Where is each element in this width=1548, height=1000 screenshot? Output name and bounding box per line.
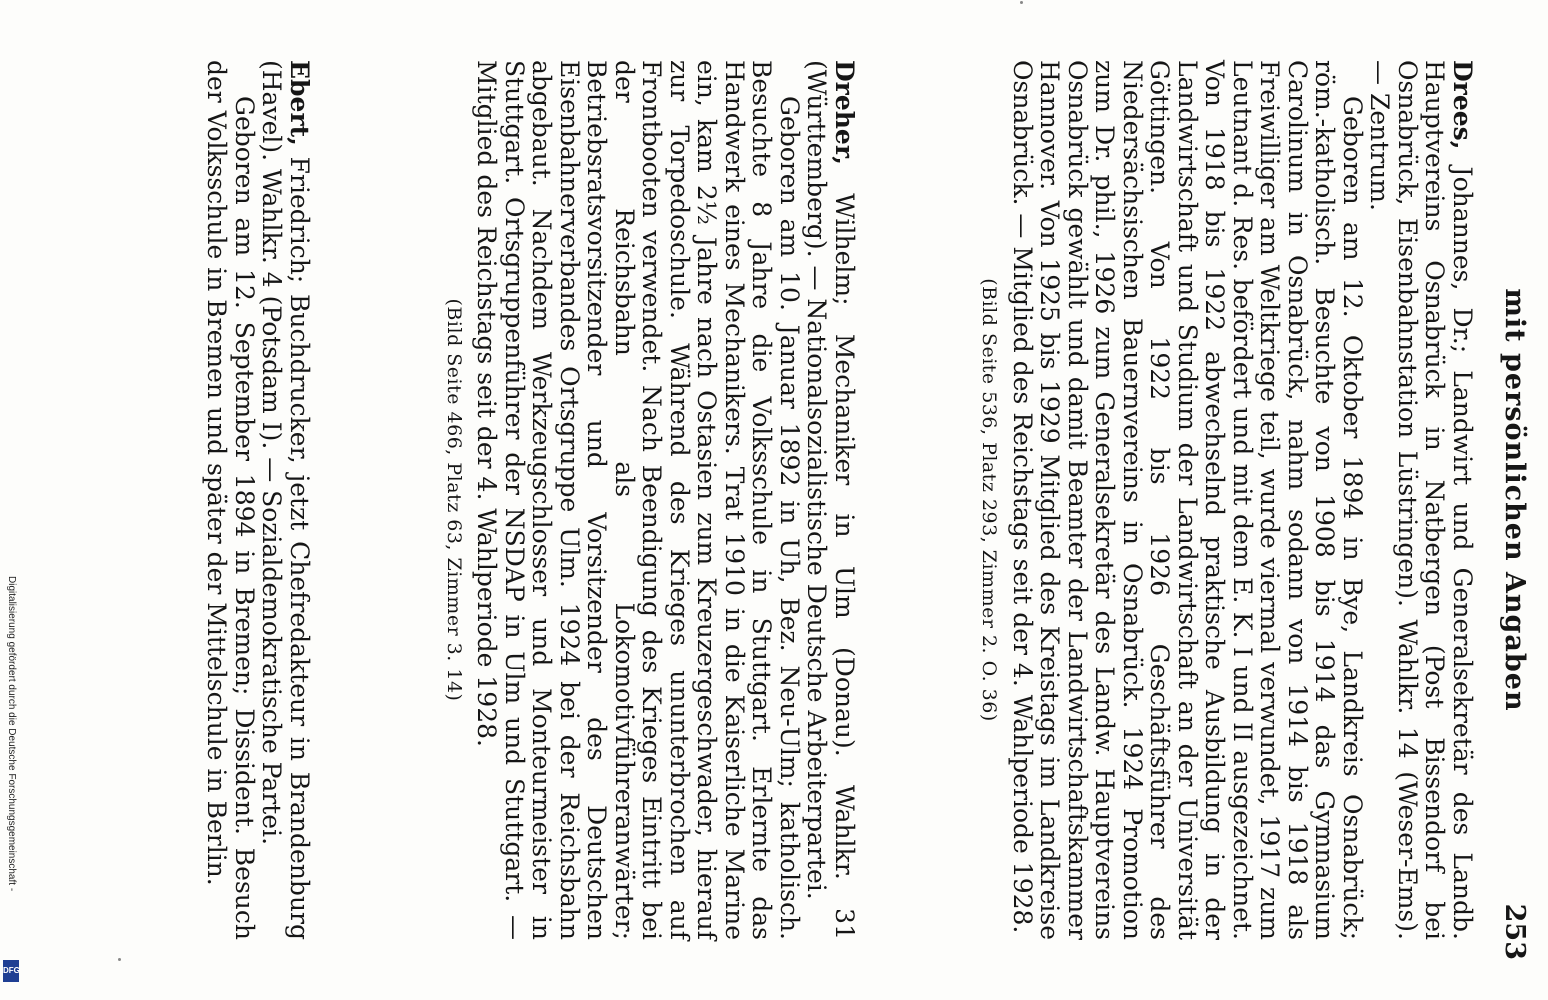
photo-reference: (Bild Seite 466, Platz 63, Zimmer 3. 14) (443, 298, 465, 702)
photo-reference: (Bild Seite 536, Platz 293, Zimmer 2. O. 36) (978, 278, 1001, 722)
scan-speck (118, 958, 121, 961)
entry-heading (258, 60, 313, 940)
entry-ebert (203, 60, 313, 940)
entry-heading (803, 60, 858, 940)
member-biography: Geboren am 12. Oktober 1894 in Bye, Landkreis Osnabrück; röm.-katholisch. Besuchte von 1908 bis 1914 das Gymnasium Carolinum in Osnabrück, nahm sodann von 1914 bis 1918 als Freiwilliger am Weltkriege teil, wurde viermal verwundet, 1917 zum Leutnant d. Res. befördert und mit dem E. K. I und II ausgezeichnet. Von 1918 bis 1922 abwechselnd praktische Ausbildung in der Landwirtschaft und Studium der Landwirtschaft an der Universität Göttingen. Von 1922 bis 1926 Geschäftsführer des Niedersächsischen Bauernvereins in Osnabrück. 1924 Promotion zum Dr. phil., 1926 zum Generalsekretär des Landw. Hauptvereins Osnabrück gewählt und damit Beamter der Landwirtschaftskammer Hannover. Von 1925 bis 1929 Mitglied des Kreistags im Landkreise Osnabrück. — Mitglied des Reichstags seit der 4. Wahlperiode 1928. (1008, 60, 1367, 940)
member-name: Dreher, (830, 60, 859, 165)
page-number: 253 (1499, 903, 1530, 960)
entry-dreher (440, 60, 859, 940)
member-name: Ebert, (285, 60, 314, 146)
member-summary: Johannes, Dr.; Landwirt und Generalsekretär des Landb. Hauptvereins Osnabrück in Natbergen (Post Bissendorf bei Osnabrück, Eisenbahnstation Lüstringen). Wahlkr. 14 (Weser-Ems). — Zentrum. (1365, 60, 1477, 940)
member-biography: Geboren am 10. Januar 1892 in Uh, Bez. Neu-Ulm; katholisch. Besuchte 8 Jahre die Volksschule in Stuttgart. Erlernte das Handwerk eines Mechanikers. Trat 1910 in die Kaiserliche Marine ein, kam 2½ Jahre nach Ostasien zum Kreuzergeschwader, hierauf zur Torpedoschule. Während des Krieges ununterbrochen auf Frontbooten verwendet. Nach Beendigung des Krieges Eintritt bei der Reichsbahn als Lokomotivführeranwärter; Betriebsratsvorsitzender und Vorsitzender des Deutschen Eisenbahnerverbandes Ortsgruppe Ulm. 1924 bei der Reichsbahn abgebaut. Nachdem Werkzeugschlosser und Monteurmeister in Stuttgart. Ortsgruppenführer der NSDAP in Ulm und Stuttgart. — Mitglied des Reichstags seit der 4. Wahlperiode 1928. (472, 60, 804, 940)
digitization-footer (0, 576, 24, 992)
running-title: mit persönlichen Angaben (1499, 288, 1530, 712)
entry-heading (1366, 60, 1476, 940)
scan-speck (1020, 1, 1023, 4)
dfg-logo: DFG (3, 960, 19, 982)
member-biography: Geboren am 12. September 1894 in Bremen; Dissident. Besuch der Volksschule in Bremen und später der Mittelschule in Berlin. (202, 60, 259, 940)
member-summary: Friedrich; Buchdrucker, jetzt Chefredakteur in Brandenburg (Havel). Wahlkr. 4 (Potsdam I). — Sozialdemokratische Partei. (257, 60, 314, 940)
page-header (1488, 40, 1528, 960)
member-summary: Wilhelm; Mechaniker in Ulm (Donau). Wahlkr. 31 (Württemberg). — Nationalsozialistische Deutsche Arbeiterpartei. (802, 60, 859, 940)
entry-drees (975, 60, 1476, 940)
digitization-note: Digitalisierung gefördert durch die Deutsche Forschungsgemeinschaft - (6, 576, 17, 892)
member-name: Drees, (1448, 60, 1477, 150)
